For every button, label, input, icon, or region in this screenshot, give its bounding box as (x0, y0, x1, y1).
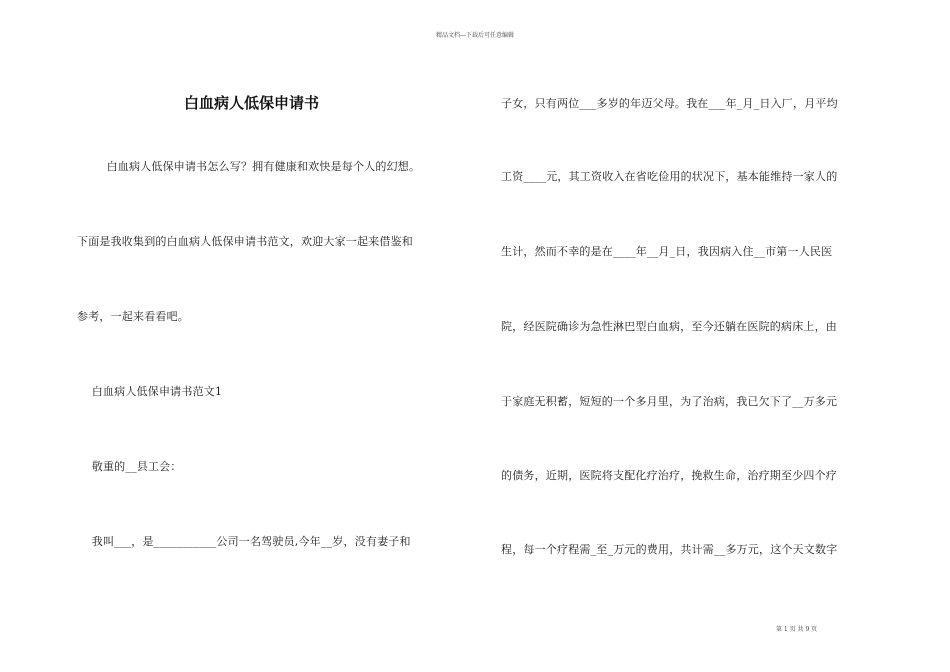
paragraph-line: 参考，一起来看看吧。 (77, 310, 189, 323)
page-number: 第 1 页 共 9 页 (776, 626, 818, 633)
paragraph-line: 下面是我收集到的白血病人低保申请书范文，欢迎大家一起来借鉴和 (77, 235, 413, 248)
paragraph-line: 白血病人低保申请书怎么写？拥有健康和欢快是每个人的幻想。 (77, 160, 421, 173)
paragraph-line: 生计，然而不幸的是在____年__月_日，我因病入住__市第一人民医 (501, 245, 833, 258)
page-header-note: 精品文档—下载后可任意编辑 (435, 32, 514, 39)
paragraph-line: 于家庭无积蓄，短短的一个多月里，为了治病，我已欠下了__万多元 (501, 395, 838, 408)
section-heading: 白血病人低保申请书范文1 (77, 385, 223, 398)
paragraph-line: 院，经医院确诊为急性淋巴型白血病，至今还躺在医院的病床上，由 (501, 320, 837, 333)
document-title: 白血病人低保申请书 (184, 94, 320, 112)
paragraph-line: 程，每一个疗程需_至_万元的费用，共计需__多万元，这个天文数字 (501, 543, 838, 556)
paragraph-line: 的债务，近期，医院将支配化疗治疗，挽救生命，治疗期至少四个疗 (501, 469, 837, 482)
paragraph-line: 工资____元，其工资收入在省吃俭用的状况下，基本能维持一家人的 (501, 170, 838, 183)
paragraph-line: 我叫___，是___________公司一名驾驶员,今年__岁，没有妻子和 (77, 535, 411, 548)
paragraph-line: 子女，只有两位___多岁的年迈父母。我在___年_月_日入厂，月平均 (501, 97, 838, 110)
salutation-line: 敬重的__县工会： (77, 460, 182, 473)
